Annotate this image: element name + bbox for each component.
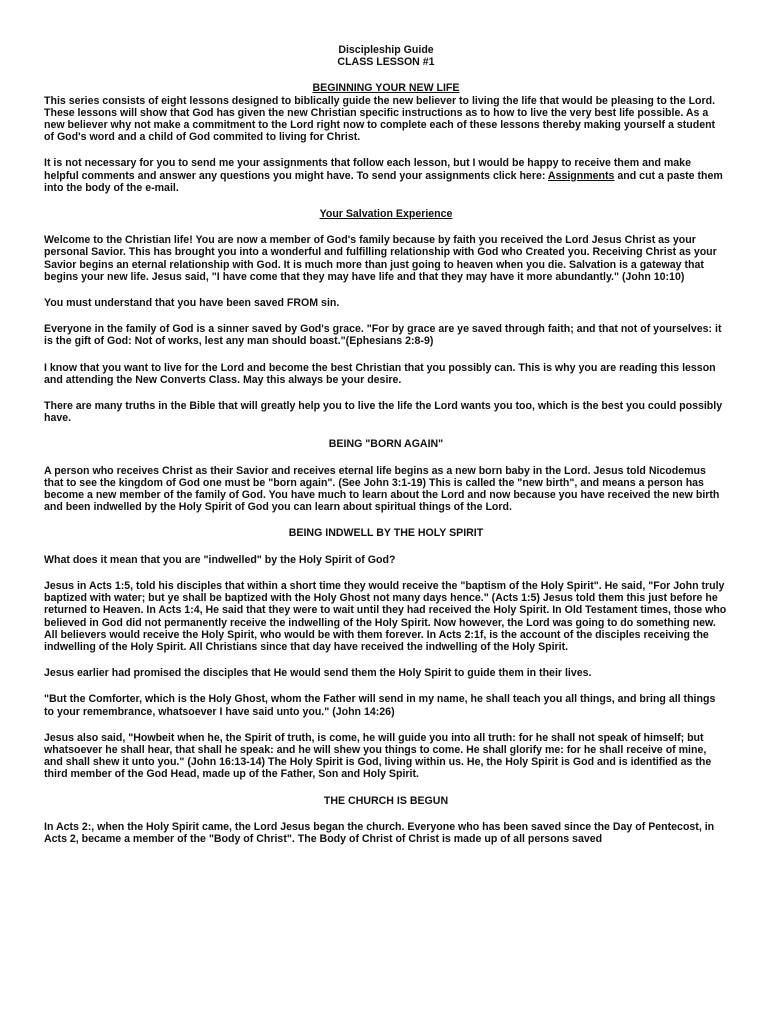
intro-paragraph: This series consists of eight lessons designed to biblically guide the new believer to living the life that would be pleasing to the Lord. These lessons will show that God has given the new Christian specific instructions as to how to live the very best life possible. As a new believer why not make a commitment to the Lord right now to complete each of these lessons thereby making yourself a student of God's word and a child of God commited to living for Christ.: [44, 94, 716, 144]
born-again-paragraph: A person who receives Christ as their Savior and receives eternal life begins as a new born baby in the Lord. Jesus told Nicodemus that to see the kingdom of God one must be "born again". (See John 3:1-19) This is called the "new birth", and means a person has become a new member of the family of God. You have much to learn about the Lord and now because you have received the new birth and been indwelled by the Holy Spirit of God you can learn about spiritual things of the Lord.: [44, 464, 720, 514]
indwell-question: What does it mean that you are "indwelled" by the Holy Spirit of God?: [44, 553, 396, 566]
indwell-paragraph-2: Jesus earlier had promised the disciples that He would send them the Holy Spirit to guide them in their lives.: [44, 667, 592, 680]
indwell-paragraph-1: Jesus in Acts 1:5, told his disciples that within a short time they would receive the "baptism of the Holy Spirit". He said, "For John truly baptized with water; but ye shall be baptized with the Holy Ghost not many days hence." (Acts 1:5) Jesus told them this just before he returned to Heaven. In Acts 1:4, He said that they were to wait until they had received the Holy Spirit. In Old Testament times, those who believed in God did not permanently receive the indwelling of the Holy Spirit. Now however, the Lord was going to do something new. All believers would receive the Holy Spirit, who would be with them forever. In Acts 2:1f, is the account of the disciples receiving the indwelling of the Holy Spirit. All Christians since that day have received the indwelling of the Holy Spirit.: [44, 579, 727, 653]
indwell-quote: "But the Comforter, which is the Holy Ghost, whom the Father will send in my name, he shall teach you all things, and bring all things to your remembrance, whatsoever I have said unto you." (John 14:26): [44, 693, 716, 718]
salvation-paragraph-2: You must understand that you have been saved FROM sin.: [44, 297, 340, 310]
lesson-number: CLASS LESSON #1: [337, 56, 435, 69]
indwell-heading: BEING INDWELL BY THE HOLY SPIRIT: [288, 527, 484, 540]
lesson-heading: BEGINNING YOUR NEW LIFE: [312, 82, 460, 95]
church-paragraph: In Acts 2:, when the Holy Spirit came, the Lord Jesus began the church. Everyone who has been saved since the Day of Pentecost, in Acts 2, became a member of the "Body of Christ". The Body of Christ of Christ is made up of all persons saved: [44, 820, 715, 845]
assignments-paragraph: [44, 157, 728, 194]
assignments-link[interactable]: Assignments: [547, 169, 615, 182]
salvation-paragraph-3: Everyone in the family of God is a sinner saved by God's grace. "For by grace are ye saved through faith; and that not of yourselves: it is the gift of God: Not of works, lest any man should boast."(Ephesians 2:8-9): [44, 323, 722, 348]
guide-title: Discipleship Guide: [338, 44, 434, 56]
salvation-heading: Your Salvation Experience: [319, 208, 453, 221]
assignments-text-before: It is not necessary for you to send me your assignments that follow each lesson, but I would be happy to receive them and make helpful comments and answer any questions you might have. To send your assignments click here:: [44, 157, 691, 182]
church-heading: THE CHURCH IS BEGUN: [323, 794, 449, 807]
salvation-paragraph-5: There are many truths in the Bible that will greatly help you to live the life the Lord wants you too, which is the best you could possibly have.: [44, 400, 723, 425]
salvation-paragraph-1: Welcome to the Christian life! You are now a member of God's family because by faith you received the Lord Jesus Christ as your personal Savior. This has brought you into a wonderful and fulfilling relationship with God who Created you. Receiving Christ as your Savior begins an eternal relationship with God. It is much more than just going to heaven when you die. Salvation is a gateway that begins your new life. Jesus said, "I have come that they may have life and that they may have it more abundantly." (John 10:10): [44, 234, 717, 283]
salvation-paragraph-4: I know that you want to live for the Lord and become the best Christian that you possibly can. This is why you are reading this lesson and attending the New Converts Class. May this always be your desire.: [44, 361, 716, 386]
assignments-text-after: and cut a paste them into the body of the e-mail.: [44, 169, 723, 194]
born-again-heading: BEING "BORN AGAIN": [328, 438, 444, 451]
indwell-paragraph-3: Jesus also said, "Howbeit when he, the Spirit of truth, is come, he will guide you into all truth: for he shall not speak of himself; but whatsoever he shall hear, that shall he speak: and he will shew you things to come. He shall glorify me: for he shall receive of mine, and shall shew it unto you." (John 16:13-14) The Holy Spirit is God, living within us. He, the Holy Spirit is God and is identified as the third member of the God Head, made up of the Father, Son and Holy Spirit.: [44, 731, 712, 781]
